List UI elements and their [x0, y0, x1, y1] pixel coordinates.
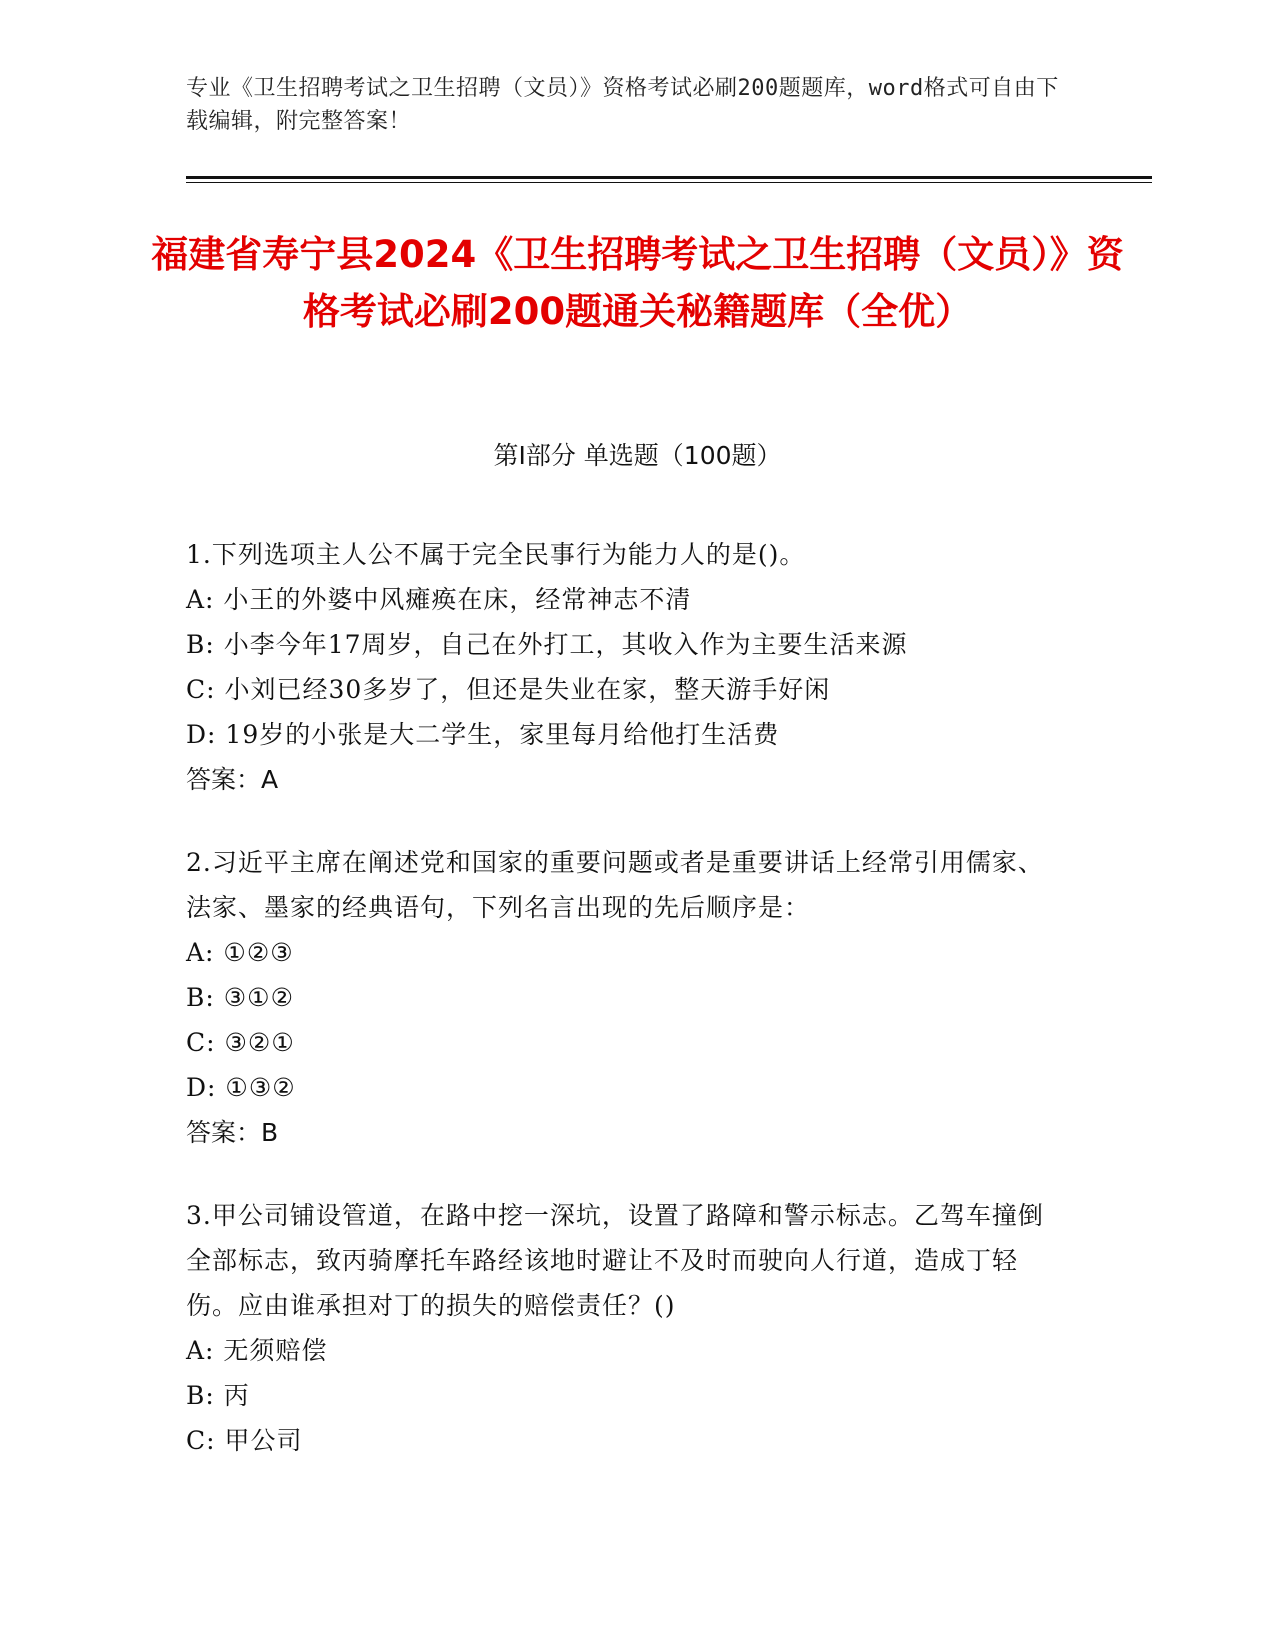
question-2: [186, 840, 1066, 1156]
header-divider-thick: [186, 176, 1152, 179]
option-d: D: ①③②: [186, 1073, 296, 1102]
option-a: A: ①②③: [186, 938, 294, 967]
option-b: B: 小李今年17周岁，自己在外打工，其收入作为主要生活来源: [186, 630, 908, 659]
answer-line: 答案：A: [186, 765, 279, 794]
question-3: [186, 1193, 1066, 1463]
question-list: [186, 532, 1066, 1500]
question-stem: 2.习近平主席在阐述党和国家的重要问题或者是重要讲话上经常引用儒家、法家、墨家的经典语句，下列名言出现的先后顺序是：: [186, 848, 1044, 922]
document-header-note: 专业《卫生招聘考试之卫生招聘（文员）》资格考试必刷200题题库，word格式可自由下载编辑，附完整答案！: [186, 76, 1059, 134]
header-divider-thin: [186, 182, 1152, 183]
option-a: A: 无须赔偿: [186, 1336, 328, 1365]
option-b: B: 丙: [186, 1381, 250, 1410]
question-1: [186, 532, 1066, 803]
question-stem: 3.甲公司铺设管道，在路中挖一深坑，设置了路障和警示标志。乙驾车撞倒全部标志，致丙骑摩托车路经该地时避让不及时而驶向人行道，造成丁轻伤。应由谁承担对丁的损失的赔偿责任？(): [186, 1201, 1044, 1320]
option-c: C: 甲公司: [186, 1426, 303, 1455]
option-c: C: ③②①: [186, 1028, 295, 1057]
question-stem: 1.下列选项主人公不属于完全民事行为能力人的是()。: [186, 540, 806, 569]
section-heading: 第Ⅰ部分 单选题（100题）: [493, 441, 782, 470]
option-a: A: 小王的外婆中风瘫痪在床，经常神志不清: [186, 585, 692, 614]
answer-line: 答案：B: [186, 1118, 279, 1147]
document-title: 福建省寿宁县2024《卫生招聘考试之卫生招聘（文员）》资格考试必刷200题通关秘籍题库（全优）: [151, 233, 1124, 333]
option-b: B: ③①②: [186, 983, 294, 1012]
option-c: C: 小刘已经30多岁了，但还是失业在家，整天游手好闲: [186, 675, 831, 704]
option-d: D: 19岁的小张是大二学生，家里每月给他打生活费: [186, 720, 780, 749]
